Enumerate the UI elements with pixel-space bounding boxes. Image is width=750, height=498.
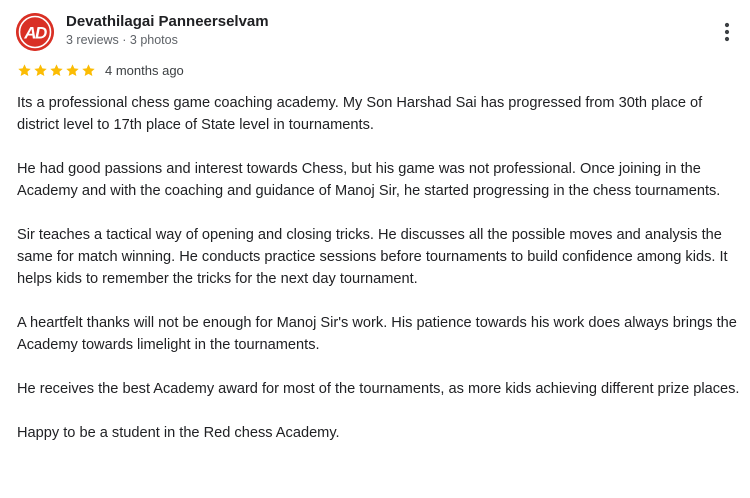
review-paragraph: A heartfelt thanks will not be enough for Manoj Sir's work. His patience towards his work does always brings the Academy towards limelight in the tournaments. xyxy=(17,315,737,353)
review-paragraph: Its a professional chess game coaching academy. My Son Harshad Sai has progressed from 30th place of district level to 17th place of State level in tournaments. xyxy=(17,95,703,133)
review-date: 4 months ago xyxy=(105,62,184,78)
star-icon xyxy=(17,63,32,78)
review-paragraph: He receives the best Academy award for most of the tournaments, as more kids achieving different prize places. xyxy=(17,381,740,397)
star-icon xyxy=(65,63,80,78)
more-vertical-icon xyxy=(724,22,730,42)
star-icon xyxy=(49,63,64,78)
avatar-logo-icon xyxy=(16,13,54,51)
reviewer-name[interactable]: Devathilagai Panneerselvam xyxy=(66,13,269,30)
reviewer-meta: 3 reviews · 3 photos xyxy=(66,33,178,47)
avatar[interactable] xyxy=(16,13,54,51)
avatar-initials: AD xyxy=(24,23,46,43)
rating-row xyxy=(17,60,184,80)
more-options-button[interactable] xyxy=(714,18,740,46)
review-paragraph: Sir teaches a tactical way of opening and closing tricks. He discusses all the possible moves and analysis the same for match winning. He conducts practice sessions before tournaments to build confidence among kids. It helps kids to remember the tricks for the next day tournament. xyxy=(17,227,728,287)
star-icon xyxy=(81,63,96,78)
review-paragraph: Happy to be a student in the Red chess Academy. xyxy=(17,425,340,441)
review-paragraph: He had good passions and interest towards Chess, but his game was not professional. Once joining in the Academy and with the coaching and guidance of Manoj Sir, he started progressing in the chess tournaments. xyxy=(17,161,721,199)
star-rating xyxy=(17,63,97,78)
review-text xyxy=(17,92,745,466)
star-icon xyxy=(33,63,48,78)
